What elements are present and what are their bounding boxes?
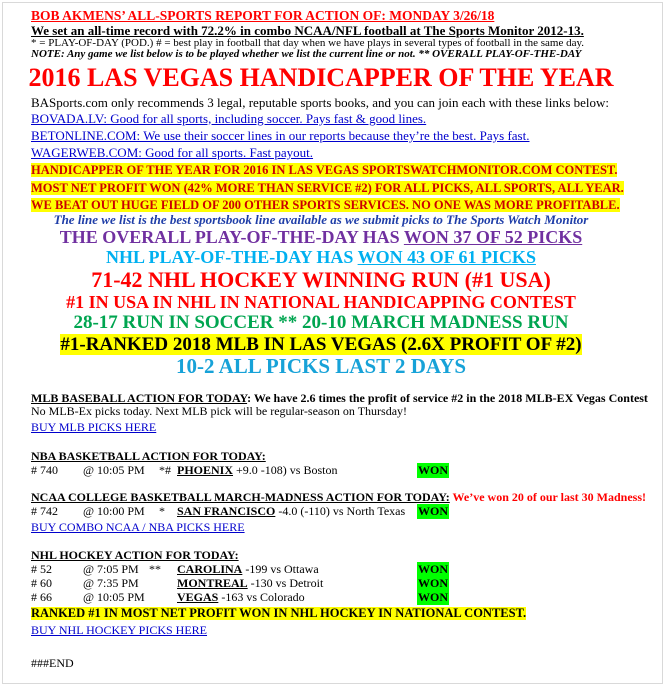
table-row: # 52 @ 7:05 PM ** CAROLINA -199 vs Ottawa WON [31,561,448,576]
report-page [2,2,663,684]
hockey-run: 71-42 NHL HOCKEY WINNING RUN (#1 USA) [91,266,551,292]
mlb-text: No MLB-Ex picks today. Next MLB pick will be regular-season on Thursday! [31,404,408,419]
nhl-contest: #1 IN USA IN NHL IN NATIONAL HANDICAPPING CONTEST [66,292,576,313]
buy-nhl-link[interactable]: BUY NHL HOCKEY PICKS HERE [31,623,208,638]
nhl-pod-record: NHL PLAY-OF-THE-DAY HAS WON 43 OF 61 PICKS [106,247,536,268]
recommend-text: BASports.com only recommends 3 legal, reputable sports books, and you can join each with these links below: [31,94,610,110]
highlight-line: WE BEAT OUT HUGE FIELD OF 200 OTHER SPORTS SERVICES. NO ONE WAS MORE PROFITABLE. [31,198,620,213]
highlight-line: HANDICAPPER OF THE YEAR FOR 2016 IN LAS VEGAS SPORTSWATCHMONITOR.COM CONTEST. [31,163,618,178]
won-badge: WON [418,575,448,590]
table-row: # 740 @ 10:05 PM *# PHOENIX +9.0 -108) vs Boston WON [31,462,448,477]
nba-heading: NBA BASKETBALL ACTION FOR TODAY: [31,448,266,463]
table-row: # 742 @ 10:00 PM * SAN FRANCISCO -4.0 (-110) vs North Texas WON [31,503,448,518]
mlb-section: MLB BASEBALL ACTION FOR TODAY: We have 2.6 times the profit of service #2 in the 2018 MLB-EX Vegas Contest No MLB-Ex picks today. Next MLB pick will be regular-season on Thursday! BUY MLB PICKS HERE [31,392,662,435]
won-badge: WON [418,462,448,477]
won-badge: WON [418,589,448,604]
nhl-heading: NHL HOCKEY ACTION FOR TODAY: [31,547,239,562]
last-days: 10-2 ALL PICKS LAST 2 DAYS [175,353,466,378]
line-note: The line we list is the best sportsbook line available as we submit picks to The Sports Watch Monitor [53,212,589,228]
wagerweb-link[interactable]: WAGERWEB.COM: Good for all sports. Fast payout. [31,145,314,161]
bovada-link[interactable]: BOVADA.LV: Good for all sports, including soccer. Pays fast & good lines. [31,110,427,126]
highlight-line: MOST NET PROFIT WON (42% MORE THAN SERVICE #2) FOR ALL PICKS, ALL SPORTS, ALL YEAR. [31,180,624,195]
note-line: NOTE: Any game we list below is to be played whether we list the current line or not. ** OVERALL PLAY-OF-THE-DAY [31,48,582,61]
ncaa-heading: NCAA COLLEGE BASKETBALL MARCH-MADNESS ACTION FOR TODAY: [31,489,450,504]
mlb-heading: MLB BASEBALL ACTION FOR TODAY [31,391,248,406]
mlb-rank: #1-RANKED 2018 MLB IN LAS VEGAS (2.6X PROFIT OF #2) [60,333,582,355]
won-badge: WON [418,561,448,576]
nba-section [31,450,662,477]
report-title: BOB AKMENS’ ALL-SPORTS REPORT FOR ACTION OF: MONDAY 3/26/18 [31,8,495,23]
table-row: # 66 @ 10:05 PM VEGAS -163 vs Colorado WON [31,589,448,604]
soccer-run: 28-17 RUN IN SOCCER ** 20-10 MARCH MADNESS RUN [73,312,569,334]
won-badge: WON [418,503,448,518]
end-marker: ###END [31,656,74,671]
overall-pod-record: THE OVERALL PLAY-OF-THE-DAY HAS WON 37 OF 52 PICKS [59,227,583,248]
handicapper-banner: 2016 LAS VEGAS HANDICAPPER OF THE YEAR [28,63,614,93]
nhl-rank-line: RANKED #1 IN MOST NET PROFIT WON IN NHL HOCKEY IN NATIONAL CONTEST. [31,605,527,620]
pod-note: * = PLAY-OF-DAY (POD.) # = best play in football that day when we have plays in several types of football in the same day. [31,36,585,49]
buy-ncaa-link[interactable]: BUY COMBO NCAA / NBA PICKS HERE [31,519,245,534]
nhl-section [31,549,662,638]
betonline-link[interactable]: BETONLINE.COM: We use their soccer lines in our reports because they’re the best. Pays fast. [31,127,530,143]
buy-mlb-link[interactable]: BUY MLB PICKS HERE [31,420,157,435]
ncaa-section: NCAA COLLEGE BASKETBALL MARCH-MADNESS ACTION FOR TODAY: We’ve won 20 of our last 30 Madness! # 742 @ 10:00 PM * SAN FRANCISCO -4.0 (-110) vs North Texas WON BUY COMBO NCAA / NBA PICKS HERE [31,491,662,535]
table-row: # 60 @ 7:35 PM MONTREAL -130 vs Detroit WON [31,575,448,590]
record-line: We set an all-time record with 72.2% in combo NCAA/NFL football at The Sports Monitor 2012-13. [31,22,584,38]
